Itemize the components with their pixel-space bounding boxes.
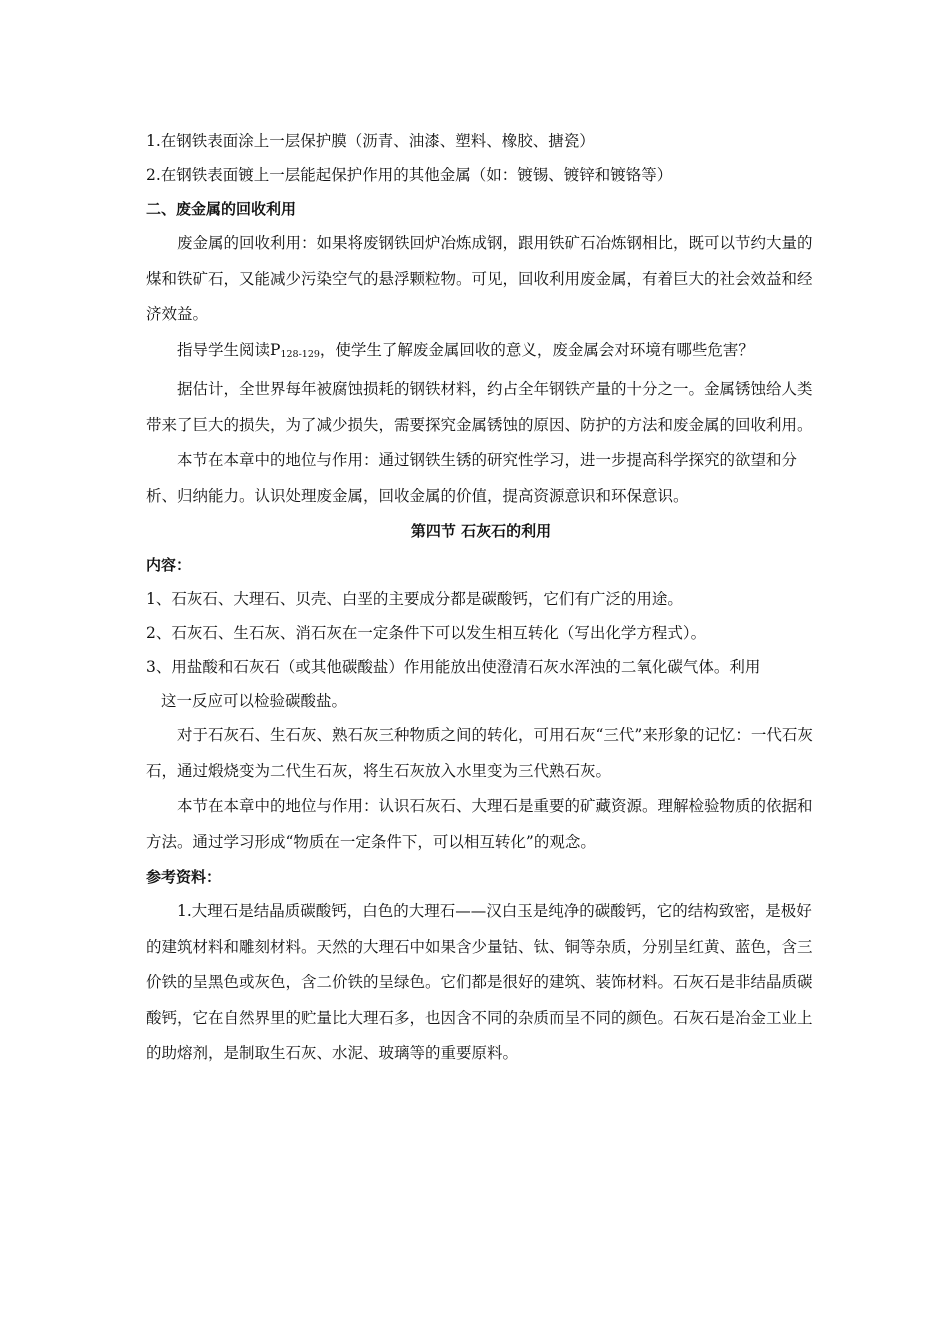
list-item-continuation: 这一反应可以检验碳酸盐。 — [161, 692, 348, 710]
page-content — [146, 124, 816, 1072]
section-heading: 参考资料： — [146, 868, 222, 886]
paragraph: 本节在本章中的地位与作用：认识石灰石、大理石是重要的矿藏资源。理解检验物质的依据和方法。通过学习形成“物质在一定条件下，可以相互转化”的观念。 — [146, 797, 813, 851]
paragraph: 对于石灰石、生石灰、熟石灰三种物质之间的转化，可用石灰“三代”来形象的记忆：一代石灰石，通过煅烧变为二代生石灰，将生石灰放入水里变为三代熟石灰。 — [146, 726, 813, 780]
paragraph: 据估计，全世界每年被腐蚀损耗的钢铁材料，约占全年钢铁产量的十分之一。金属锈蚀给人类带来了巨大的损失，为了减少损失，需要探究金属锈蚀的原因、防护的方法和废金属的回收利用。 — [146, 380, 813, 434]
section-heading: 二、废金属的回收利用 — [146, 200, 297, 218]
text: 指导学生阅读P — [177, 340, 281, 359]
section-title: 第四节 石灰石的利用 — [410, 522, 552, 540]
paragraph: 1.大理石是结晶质碳酸钙，白色的大理石——汉白玉是纯净的碳酸钙，它的结构致密，是极好的建筑材料和雕刻材料。天然的大理石中如果含少量钴、钛、铜等杂质，分别呈红黄、蓝色，含三价铁的呈黑色或灰色，含二价铁的呈绿色。它们都是很好的建筑、装饰材料。石灰石是非结晶质碳酸钙，它在自然界里的贮量比大理石多，也因含不同的杂质而呈不同的颜色。石灰石是冶金工业上的助熔剂，是制取生石灰、水泥、玻璃等的重要原料。 — [146, 902, 813, 1062]
list-item: 1.在钢铁表面涂上一层保护膜（沥青、油漆、塑料、橡胶、搪瓷） — [146, 132, 595, 150]
page-range-subscript: 128-129 — [280, 348, 320, 360]
list-item: 2.在钢铁表面镀上一层能起保护作用的其他金属（如：镀锡、镀锌和镀铬等） — [146, 166, 673, 184]
paragraph — [146, 333, 816, 373]
paragraph: 废金属的回收利用：如果将废钢铁回炉冶炼成钢，跟用铁矿石冶炼钢相比，既可以节约大量的煤和铁矿石，又能减少污染空气的悬浮颗粒物。可见，回收利用废金属，有着巨大的社会效益和经济效益。 — [146, 234, 813, 323]
text: ，使学生了解废金属回收的意义，废金属会对环境有哪些危害？ — [319, 340, 754, 359]
section-heading: 内容： — [146, 556, 192, 574]
list-item: 1、石灰石、大理石、贝壳、白垩的主要成分都是碳酸钙，它们有广泛的用途。 — [146, 590, 683, 608]
list-item: 3、用盐酸和石灰石（或其他碳酸盐）作用能放出使澄清石灰水浑浊的二氧化碳气体。利用 — [146, 658, 761, 676]
list-item: 2、石灰石、生石灰、消石灰在一定条件下可以发生相互转化（写出化学方程式）。 — [146, 624, 707, 642]
paragraph: 本节在本章中的地位与作用：通过钢铁生锈的研究性学习，进一步提高科学探究的欲望和分析、归纳能力。认识处理废金属，回收金属的价值，提高资源意识和环保意识。 — [146, 451, 798, 505]
